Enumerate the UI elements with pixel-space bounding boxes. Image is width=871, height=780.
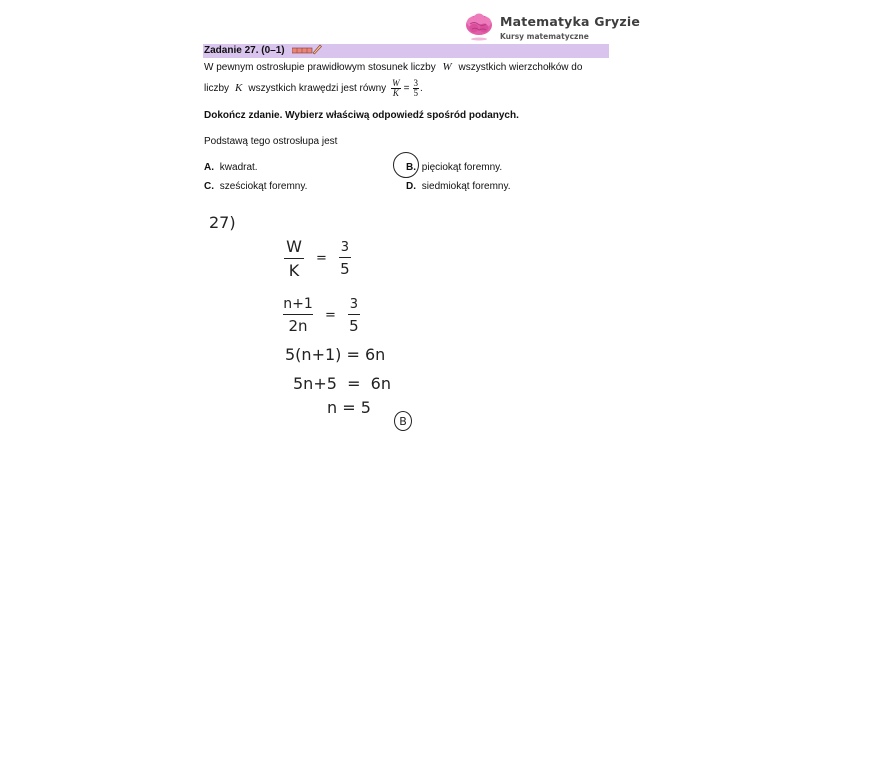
option-c[interactable]: C. sześciokąt foremny. xyxy=(204,181,308,192)
brain-icon xyxy=(464,12,494,42)
task-text-line1: W pewnym ostrosłupie prawidłowym stosunek liczby W wszystkich wierzchołków do xyxy=(204,61,583,73)
solution-answer: B xyxy=(399,414,407,428)
brand-subtitle: Kursy matematyczne xyxy=(500,31,589,41)
solution-step5: n = 5 xyxy=(327,398,371,417)
option-a[interactable]: A. kwadrat. xyxy=(204,162,258,173)
option-d[interactable]: D. siedmiokąt foremny. xyxy=(406,181,511,192)
value-fraction: $\frac{3}{5}$ xyxy=(413,78,419,98)
brand-title: Matematyka Gryzie xyxy=(500,13,641,29)
solution-step4: 5n+5 = 6n xyxy=(293,374,391,393)
solution-answer-circle xyxy=(394,411,412,431)
pencil-icon xyxy=(292,44,322,56)
task-instruction: Dokończ zdanie. Wybierz właściwą odpowiedź spośród podanych. xyxy=(204,110,519,121)
solution-label: 27) xyxy=(209,213,236,232)
solution-step1: W K = 3 5 xyxy=(284,237,351,280)
task-title: Zadanie 27. (0–1) xyxy=(204,45,285,56)
task-text-line2: liczby K wszystkich krawędzi jest równy $\frac{W}{K}$ = $\frac{3}{5}$ . xyxy=(204,78,423,98)
ratio-fraction: $\frac{W}{K}$ xyxy=(392,78,400,98)
brand xyxy=(464,12,640,42)
option-b[interactable]: B. pięciokąt foremny. xyxy=(406,162,503,173)
solution-step3: 5(n+1) = 6n xyxy=(285,345,386,364)
solution-step2: n+1 2n = 3 5 xyxy=(283,296,359,335)
task-stem: Podstawą tego ostrosłupa jest xyxy=(204,136,338,147)
